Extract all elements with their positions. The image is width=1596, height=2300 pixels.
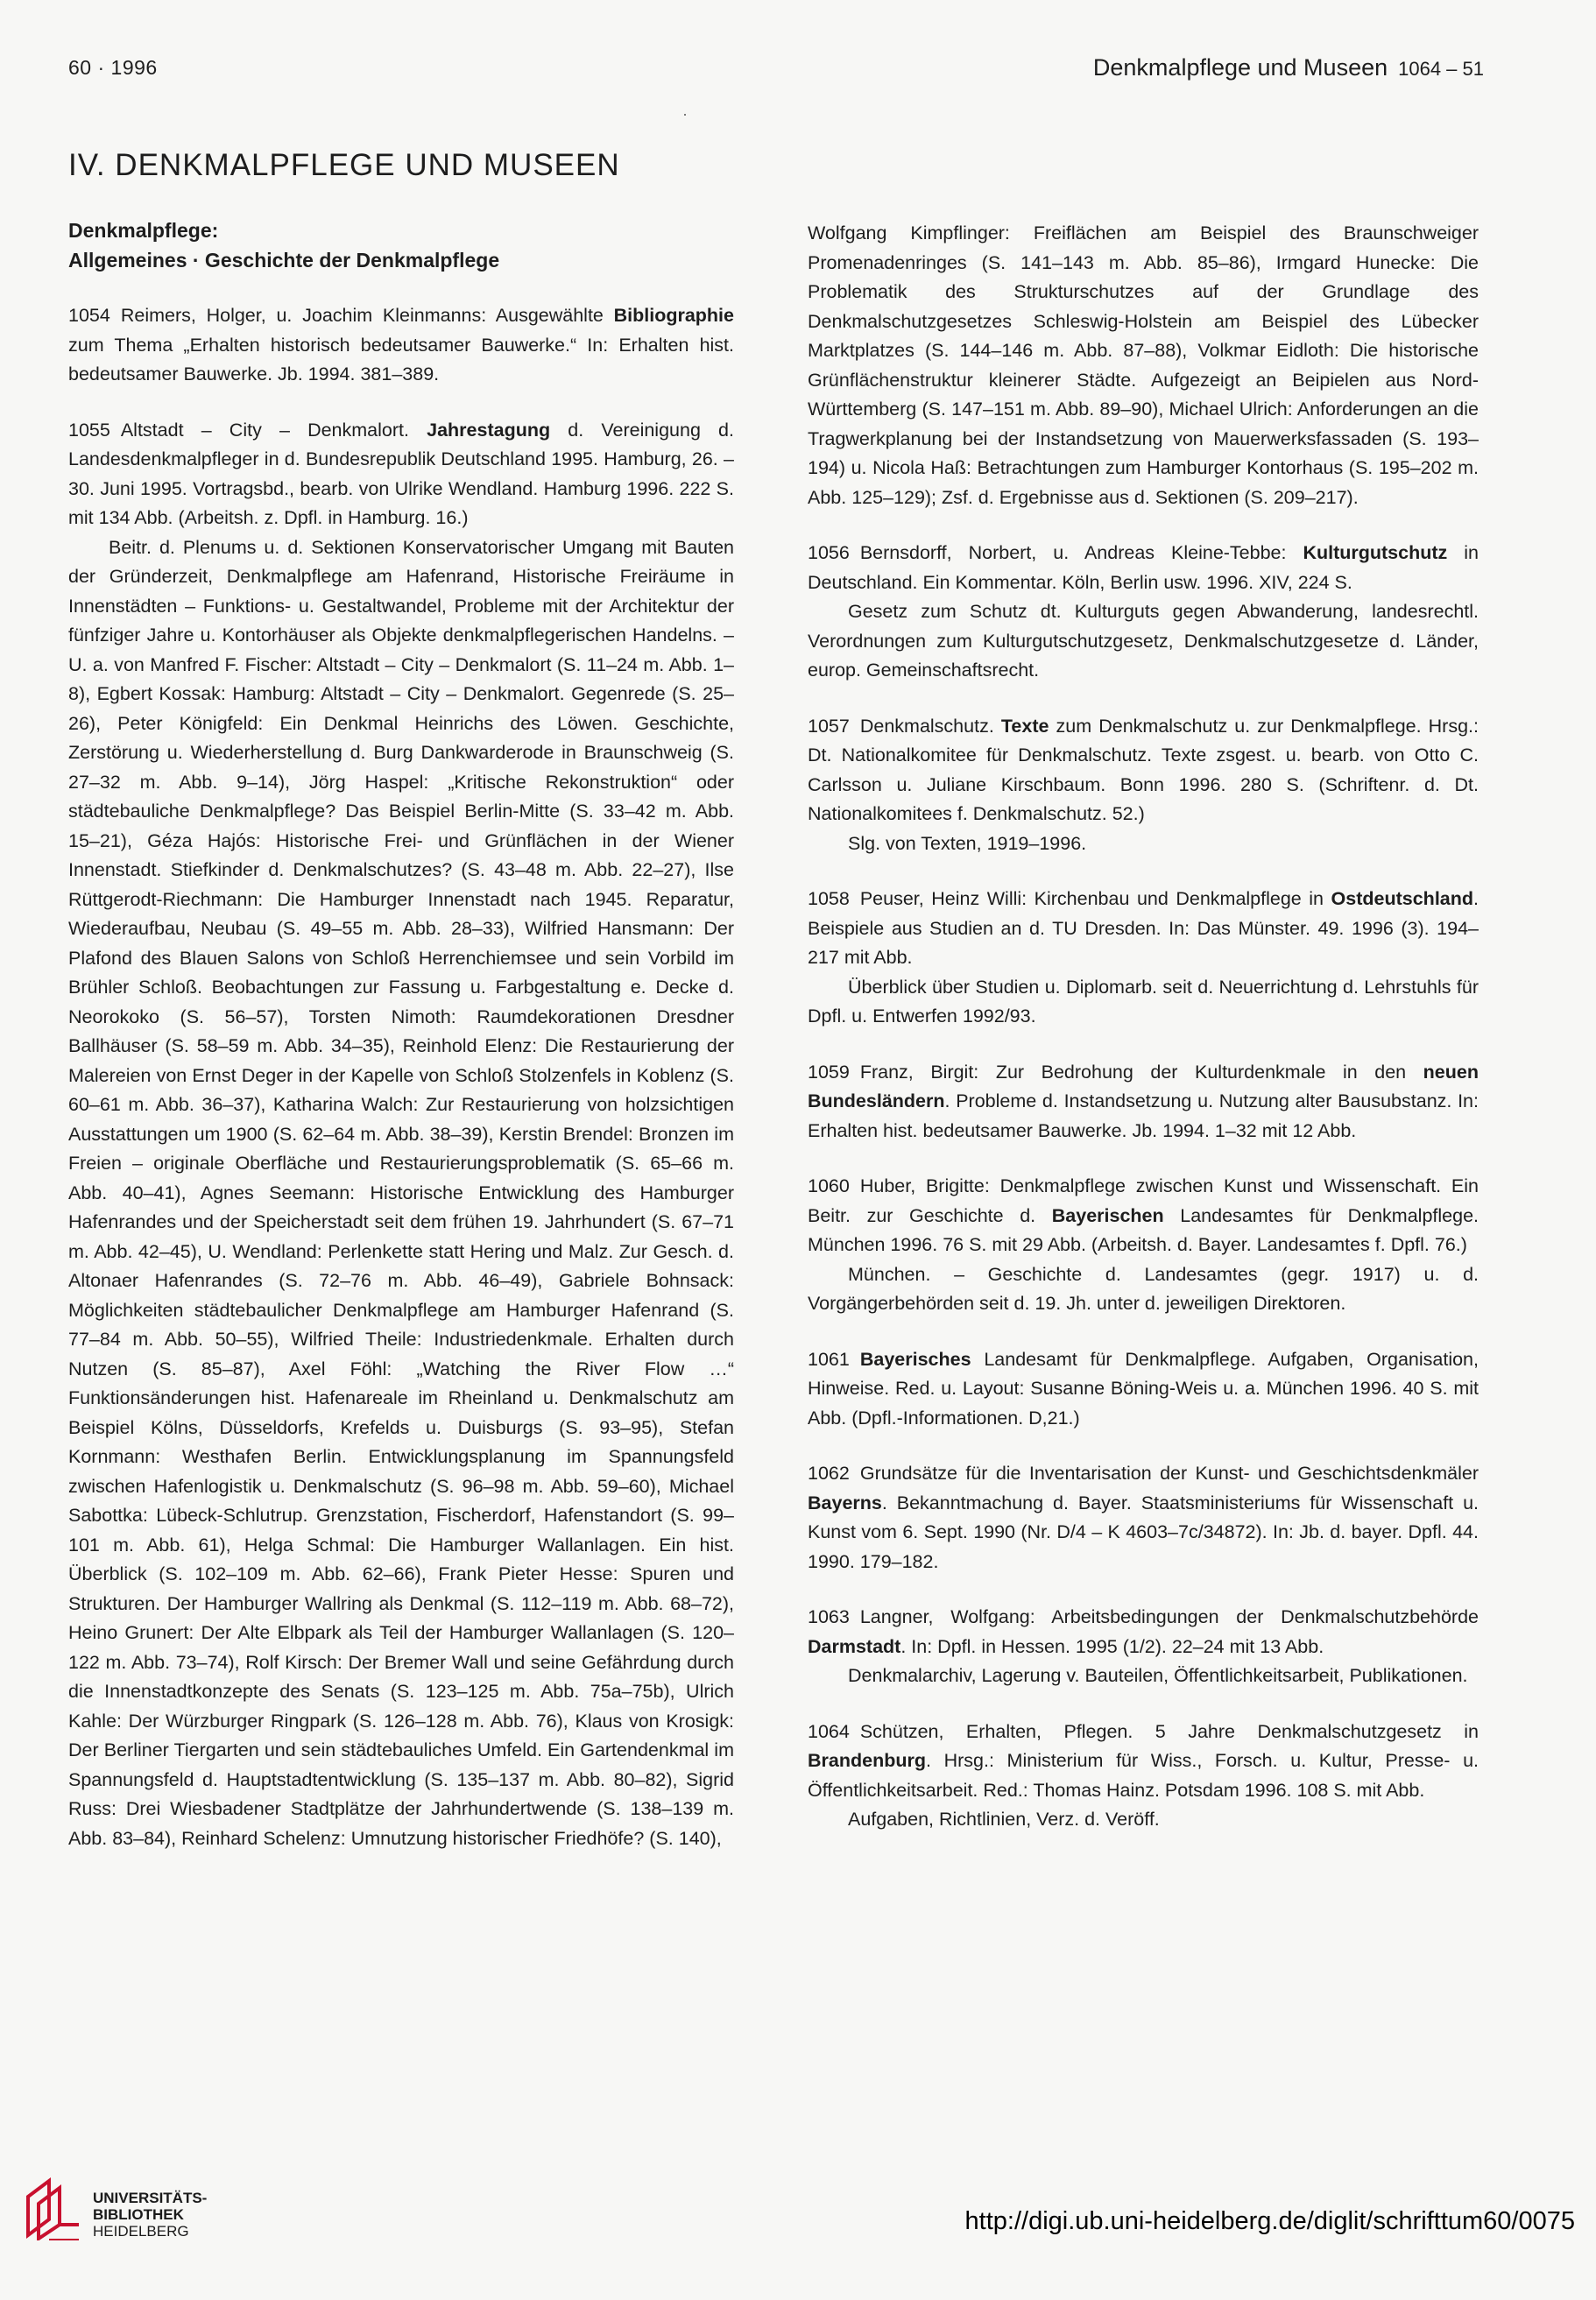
entry-annotation: München. – Geschichte d. Landesamtes (gegr. 1917) u. d. Vorgängerbehörden seit d. 19. Jh. unter d. jeweiligen Direktoren.: [808, 1263, 1479, 1314]
entry-text: Bernsdorff, Norbert, u. Andreas Kleine-Tebbe:: [859, 542, 1303, 563]
entry-text: Huber, Brigitte: Denkmalpflege zwischen Kunst und Wissenschaft. Ein Beitr. zur Geschichte d.: [808, 1175, 1479, 1226]
entry-number: 1056: [808, 542, 850, 563]
entry-keyword: Kulturgutschutz: [1303, 542, 1448, 563]
entry-1064: [808, 1718, 1479, 1835]
entry-text: in Deutschland. Ein Kommentar. Köln, Berlin usw. 1996. XIV, 224 S.: [808, 542, 1479, 593]
entry-1059: [808, 1058, 1479, 1146]
continuation-text: Wolfgang Kimpflinger: Freiflächen am Beispiel des Braunschweiger Promenadenringes (S. 141–143 m. Abb. 85–86), Irmgard Hunecke: Die Problematik des Strukturschutzes auf der Grundlage des Denkmalschutzgesetzes Schleswig-Holstein am Beispiel des Lübecker Marktplatzes (S. 144–146 m. Abb. 87–88), Volkmar Eidloth: Die historische Grünflächenstruktur kleinerer Städte. Aufgezeigt an Beipielen aus Nord-Württemberg (S. 147–151 m. Abb. 89–90), Michael Ulrich: Anforderungen an die Tragwerkplanung bei der Instandsetzung von Mauerwerksfassaden (S. 193–194) u. Nicola Haß: Betrachtungen zum Hamburger Kontorhaus (S. 195–202 m. Abb. 125–129); Zsf. d. Ergebnisse aus d. Sektionen (S. 209–217).: [808, 222, 1479, 508]
entry-text: . Probleme d. Instandsetzung u. Nutzung alter Bausubstanz. In: Erhalten hist. bedeutsamer Bauwerke. Jb. 1994. 1–32 mit 12 Abb.: [808, 1090, 1479, 1141]
entry-text: zum Denkmalschutz u. zur Denkmalpflege. Hrsg.: Dt. Nationalkomitee für Denkmalschutz. Texte zsgest. u. bearb. von Otto C. Carlsson u. Juliane Kirschbaum. Bonn 1996. 280 S. (Schriftenr. d. Dt. Nationalkomitees f. Denkmalschutz. 52.): [808, 715, 1479, 824]
subheading: [68, 215, 734, 275]
entry-text: Reimers, Holger, u. Joachim Kleinmanns: Ausgewählte: [120, 305, 614, 326]
entry-text: Franz, Birgit: Zur Bedrohung der Kulturdenkmale in den: [859, 1061, 1423, 1083]
entry-text: . Hrsg.: Ministerium für Wiss., Forsch. u. Kultur, Presse- u. Öffentlichkeitsarbeit. Red.: Thomas Hainz. Potsdam 1996. 108 S. mit Abb.: [808, 1750, 1479, 1801]
page-mark: [684, 114, 686, 116]
entry-keyword: Bayerisches: [859, 1348, 971, 1370]
entry-text: d. Vereinigung d. Landesdenkmalpfleger in d. Bundesrepublik Deutschland 1995. Hamburg, 26. – 30. Juni 1995. Vortragsbd., bearb. von Ulrike Wendland. Hamburg 1996. 222 S. mit 134 Abb. (Arbeitsh. z. Dpfl. in Hamburg. 16.): [68, 419, 734, 528]
entry-keyword: neuen Bundesländern: [808, 1061, 1479, 1111]
entry-number: 1064: [808, 1720, 850, 1742]
entry-number: 1058: [808, 888, 850, 909]
entry-text: Landesamtes für Denkmalpflege. München 1996. 76 S. mit 29 Abb. (Arbeitsh. d. Bayer. Landesamtes f. Dpfl. 76.): [808, 1204, 1479, 1255]
entry-keyword: Jahrestagung: [427, 419, 551, 441]
logo-line-1: UNIVERSITÄTS-: [93, 2190, 208, 2206]
entry-text: Grundsätze für die Inventarisation der Kunst- und Geschichtsdenkmäler: [859, 1463, 1479, 1484]
running-head-left: 60 · 1996: [68, 56, 158, 79]
permalink-url[interactable]: http://digi.ub.uni-heidelberg.de/diglit/schrifttum60/0075: [964, 2207, 1575, 2235]
entry-1061: [808, 1345, 1479, 1434]
logo-line-3: HEIDELBERG: [93, 2223, 189, 2240]
entry-text: zum Thema „Erhalten historisch bedeutsamer Bauwerke.“ In: Erhalten hist. bedeutsamer Bauwerke. Jb. 1994. 381–389.: [68, 334, 734, 385]
entry-number: 1057: [808, 715, 850, 737]
subheading-line-1: Denkmalpflege:: [68, 219, 219, 242]
library-logo-icon: [23, 2174, 84, 2240]
running-head-title: Denkmalpflege und Museen: [1092, 54, 1388, 81]
right-column: [808, 219, 1479, 1861]
entry-annotation: Überblick über Studien u. Diplomarb. seit d. Neuerrichtung d. Lehrstuhls für Dpfl. u. Entwerfen 1992/93.: [808, 976, 1479, 1027]
library-logo-text: [93, 2190, 207, 2240]
entry-text: . In: Dpfl. in Hessen. 1995 (1/2). 22–24 mit 13 Abb.: [900, 1635, 1324, 1657]
entry-keyword: Bayerns: [808, 1492, 882, 1513]
entry-1054: [68, 301, 734, 390]
subheading-line-2: Allgemeines · Geschichte der Denkmalpflege: [68, 249, 500, 272]
left-column: [68, 215, 734, 1880]
entry-number: 1060: [808, 1175, 850, 1196]
entry-number: 1054: [68, 305, 110, 326]
entry-annotation: Aufgaben, Richtlinien, Verz. d. Veröff.: [848, 1809, 1160, 1830]
entry-1062: [808, 1459, 1479, 1577]
entry-text: Langner, Wolfgang: Arbeitsbedingungen der Denkmalschutzbehörde: [859, 1606, 1479, 1627]
entry-1056: [808, 539, 1479, 686]
entry-text: Landesamt für Denkmalpflege. Aufgaben, Organisation, Hinweise. Red. u. Layout: Susanne Böning-Weis u. a. München 1996. 40 S. mit Abb. (Dpfl.-Informationen. D,21.): [808, 1348, 1479, 1429]
entry-keyword: Darmstadt: [808, 1635, 901, 1657]
entry-1063: [808, 1603, 1479, 1691]
entry-text: Peuser, Heinz Willi: Kirchenbau und Denkmalpflege in: [859, 888, 1331, 909]
entry-keyword: Brandenburg: [808, 1750, 926, 1771]
entry-keyword: Ostdeutschland: [1331, 888, 1474, 909]
entry-keyword: Texte: [1000, 715, 1049, 737]
entry-text: . Bekanntmachung d. Bayer. Staatsministeriums für Wissenschaft u. Kunst vom 6. Sept. 1990 (Nr. D/4 – K 4603–7c/34872). In: Jb. d. bayer. Dpfl. 44. 1990. 179–182.: [808, 1492, 1479, 1572]
entry-text: Denkmalschutz.: [859, 715, 1001, 737]
entry-number: 1062: [808, 1463, 850, 1484]
entry-number: 1059: [808, 1061, 850, 1083]
logo-line-2: BIBLIOTHEK: [93, 2206, 184, 2223]
entry-annotation: Denkmalarchiv, Lagerung v. Bauteilen, Öffentlichkeitsarbeit, Publikationen.: [848, 1665, 1468, 1686]
section-title: IV. DENKMALPFLEGE UND MUSEEN: [68, 148, 620, 183]
entry-1060: [808, 1172, 1479, 1319]
entry-keyword: Bayerischen: [1051, 1204, 1164, 1226]
entry-annotation: Slg. von Texten, 1919–1996.: [848, 832, 1087, 854]
running-head-right: [1093, 54, 1484, 81]
entry-number: 1061: [808, 1348, 850, 1370]
entry-annotation: Beitr. d. Plenums u. d. Sektionen Konservatorischer Umgang mit Bauten der Gründerzeit, Denkmalpflege am Hafenrand, Historische Freiräume in Innenstädten – Funktions- u. Gestaltwandel, Probleme mit der Architektur der fünfziger Jahre u. Kontorhäuser als Objekte denkmalpflegerischen Handelns. – U. a. von Manfred F. Fischer: Altstadt – City – Denkmalort (S. 11–24 m. Abb. 1–8), Egbert Kossak: Hamburg: Altstadt – City – Denkmalort. Gegenrede (S. 25–26), Peter Königfeld: Ein Denkmal Heinrichs des Löwen. Geschichte, Zerstörung u. Wiederherstellung d. Burg Dankwarderode in Braunschweig (S. 27–32 m. Abb. 9–14), Jörg Haspel: „Kritische Rekonstruktion“ oder städtebauliche Denkmalpflege? Das Beispiel Berlin-Mitte (S. 33–42 m. Abb. 15–21), Géza Hajós: Historische Frei- und Grünflächen in der Wiener Innenstadt. Stiefkinder d. Denkmalschutzes? (S. 43–48 m. Abb. 22–27), Ilse Rüttgerodt-Riechmann: Die Hamburger Innenstadt nach 1945. Reparatur, Wiederaufbau, Neubau (S. 49–55 m. Abb. 28–33), Wilfried Hansmann: Der Plafond des Blauen Salons von Schloß Herrenchiemsee und sein Vorbild im Brühler Schloß. Beobachtungen zur Fassung u. Farbgestaltung e. Decke d. Neorokoko (S. 56–57), Torsten Nimoth: Raumdekorationen Dresdner Ballhäuser (S. 58–59 m. Abb. 34–35), Reinhold Elenz: Die Restaurierung der Malereien von Ernst Deger in der Kapelle von Schloß Stolzenfels in Koblenz (S. 60–61 m. Abb. 36–37), Katharina Walch: Zur Restaurierung von holzsichtigen Ausstattungen um 1900 (S. 62–64 m. Abb. 38–39), Kerstin Brendel: Bronzen im Freien – originale Oberfläche und Restaurierungsproblematik (S. 65–66 m. Abb. 40–41), Agnes Seemann: Historische Entwicklung des Hamburger Hafenrandes und der Speicherstadt seit dem frühen 19. Jahrhundert (S. 67–71 m. Abb. 42–45), U. Wendland: Perlenkette statt Hering und Malz. Zur Gesch. d. Altonaer Hafenrandes (S. 72–76 m. Abb. 46–49), Gabriele Bohnsack: Möglichkeiten städtebaulicher Denkmalpflege am Hamburger Hafenrand (S. 77–84 m. Abb. 50–55), Wilfried Theile: Industriedenkmale. Erhalten durch Nutzen (S. 85–87), Axel Föhl: „Watching the River Flow …“ Funktionsänderungen hist. Hafenareale im Rheinland u. Denkmalschutz am Beispiel Kölns, Düsseldorfs, Krefelds u. Duisburgs (S. 93–95), Stefan Kornmann: Westhafen Berlin. Entwicklungsplanung im Spannungsfeld zwischen Hafenlogistik u. Denkmalschutz (S. 96–98 m. Abb. 59–60), Michael Sabottka: Lübeck-Schlutrup. Grenzstation, Fischerdorf, Hafenstandort (S. 99–101 m. Abb. 61), Helga Schmal: Die Hamburger Wallanlagen. Ein hist. Überblick (S. 102–109 m. Abb. 62–66), Frank Pieter Hesse: Spuren und Strukturen. Der Hamburger Wallring als Denkmal (S. 112–119 m. Abb. 68–72), Heino Grunert: Der Alte Elbpark als Teil der Hamburger Wallanlagen (S. 120–122 m. Abb. 73–74), Rolf Kirsch: Der Bremer Wall und seine Gefährdung durch die Innenstadtkonzepte des Senats (S. 123–125 m. Abb. 75a–75b), Ulrich Kahle: Der Würzburger Ringpark (S. 126–128 m. Abb. 76), Klaus von Krosigk: Der Berliner Tiergarten und sein städtebauliches Umfeld. Ein Gartendenkmal im Spannungsfeld d. Hauptstadtentwicklung (S. 135–137 m. Abb. 80–82), Sigrid Russ: Drei Wiesbadener Stadtplätze der Jahrhundertwende (S. 138–139 m. Abb. 83–84), Reinhard Schelenz: Umnutzung historischer Friedhöfe? (S. 140),: [68, 536, 734, 1849]
entry-text: Altstadt – City – Denkmalort.: [120, 419, 427, 441]
entry-text: . Beispiele aus Studien an d. TU Dresden. In: Das Münster. 49. 1996 (3). 194–217 mit Abb.: [808, 888, 1479, 968]
entry-keyword: Bibliographie: [613, 305, 734, 326]
running-head-numbers: 1064 – 51: [1398, 58, 1484, 80]
entry-number: 1055: [68, 419, 110, 441]
entry-annotation: Gesetz zum Schutz dt. Kulturguts gegen Abwanderung, landesrechtl. Verordnungen zum Kulturgutschutzgesetz, Denkmalschutzgesetze d. Länder, europ. Gemeinschaftsrecht.: [808, 601, 1479, 681]
entry-1055: [68, 416, 734, 1854]
entry-1057: [808, 712, 1479, 859]
entry-1058: [808, 885, 1479, 1032]
entry-number: 1063: [808, 1606, 850, 1627]
entry-text: Schützen, Erhalten, Pflegen. 5 Jahre Denkmalschutzgesetz in: [859, 1720, 1479, 1742]
entry-1055-continuation: [808, 219, 1479, 512]
